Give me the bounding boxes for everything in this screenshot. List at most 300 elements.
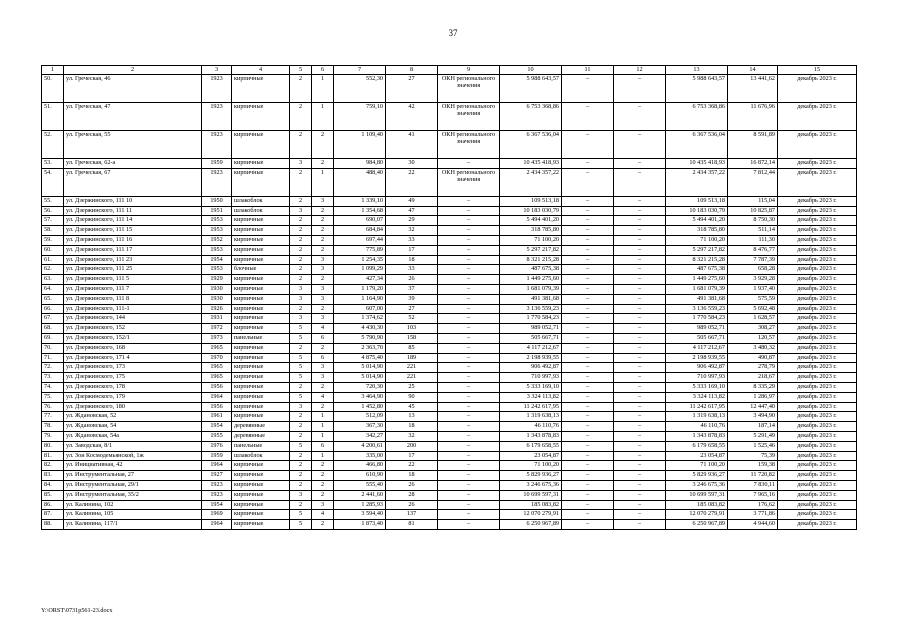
table-row [42, 324, 857, 334]
table-row [42, 422, 857, 432]
heritage-status-cell: – [438, 196, 500, 206]
floors-cell: 3 [290, 284, 312, 294]
cost-per-unit-cell: 115,04 [728, 196, 778, 206]
cost-per-unit-cell: 176,62 [728, 500, 778, 510]
area-cell: 1 164,90 [334, 294, 386, 304]
col11-cell: – [562, 265, 614, 275]
cost-cell: 10 435 418,93 [500, 159, 562, 169]
material-cell: кирпичные [232, 363, 290, 373]
cost-per-unit-cell: 11 720,82 [728, 471, 778, 481]
residents-cell: 52 [386, 314, 438, 324]
col12-cell: – [614, 451, 666, 461]
entrances-cell: 2 [312, 235, 334, 245]
deadline-cell: декабрь 2023 г. [778, 382, 857, 392]
cost-per-unit-cell: 278,79 [728, 363, 778, 373]
heritage-status-cell: – [438, 431, 500, 441]
row-number: 88. [42, 520, 64, 530]
table-row [42, 480, 857, 490]
cost-per-unit-cell: 308,27 [728, 324, 778, 334]
material-cell: кирпичные [232, 131, 290, 159]
floors-cell: 2 [290, 265, 312, 275]
cost-per-unit-cell: 3 480,32 [728, 343, 778, 353]
year-cell: 1954 [202, 255, 232, 265]
entrances-cell: 2 [312, 216, 334, 226]
row-number: 87. [42, 510, 64, 520]
cost-cell: 1 681 079,39 [500, 284, 562, 294]
heritage-status-cell: – [438, 235, 500, 245]
floors-cell: 3 [290, 294, 312, 304]
area-cell: 512,09 [334, 412, 386, 422]
address-cell: ул. Инструментальная, 35/2 [64, 490, 202, 500]
material-cell: кирпичные [232, 245, 290, 255]
file-path-footer: Y:\ORST\0731p561-23.docx [41, 607, 113, 614]
entrances-cell: 4 [312, 510, 334, 520]
floors-cell: 2 [290, 451, 312, 461]
cost-cell: 318 785,80 [500, 226, 562, 236]
year-cell: 1923 [202, 480, 232, 490]
floors-cell: 2 [290, 431, 312, 441]
deadline-cell: декабрь 2023 г. [778, 480, 857, 490]
column-number: 8 [386, 66, 438, 75]
address-cell: ул. Калинина, 105 [64, 510, 202, 520]
table-row [42, 382, 857, 392]
floors-cell: 5 [290, 353, 312, 363]
table-row [42, 451, 857, 461]
heritage-status-cell: – [438, 363, 500, 373]
residents-cell: 17 [386, 245, 438, 255]
material-cell: кирпичные [232, 103, 290, 131]
row-number: 75. [42, 392, 64, 402]
col12-cell: – [614, 75, 666, 103]
table-row [42, 103, 857, 131]
material-cell: кирпичные [232, 294, 290, 304]
cost-per-unit-cell: 16 872,14 [728, 159, 778, 169]
entrances-cell: 1 [312, 431, 334, 441]
cost-per-unit-cell: 5 291,49 [728, 431, 778, 441]
deadline-cell: декабрь 2023 г. [778, 431, 857, 441]
area-cell: 342,27 [334, 431, 386, 441]
year-cell: 1923 [202, 75, 232, 103]
cost-per-unit-cell: 490,87 [728, 353, 778, 363]
col11-cell: – [562, 520, 614, 530]
col11-cell: – [562, 471, 614, 481]
heritage-status-cell: – [438, 441, 500, 451]
residents-cell: 85 [386, 343, 438, 353]
col11-cell: – [562, 422, 614, 432]
entrances-cell: 2 [312, 343, 334, 353]
area-cell: 1 099,29 [334, 265, 386, 275]
heritage-status-cell: – [438, 275, 500, 285]
table-row [42, 343, 857, 353]
table-row [42, 284, 857, 294]
area-cell: 610,90 [334, 471, 386, 481]
heritage-status-cell: – [438, 324, 500, 334]
material-cell: кирпичные [232, 461, 290, 471]
floors-cell: 2 [290, 471, 312, 481]
total-cost-cell: 906 492,87 [666, 363, 728, 373]
cost-per-unit-cell: 1 937,40 [728, 284, 778, 294]
entrances-cell: 3 [312, 255, 334, 265]
col11-cell: – [562, 333, 614, 343]
residents-cell: 26 [386, 500, 438, 510]
heritage-status-cell: – [438, 520, 500, 530]
deadline-cell: декабрь 2023 г. [778, 75, 857, 103]
residents-cell: 189 [386, 353, 438, 363]
address-cell: ул. Дзержинского, 111 25 [64, 265, 202, 275]
table-row [42, 304, 857, 314]
heritage-status-cell: – [438, 422, 500, 432]
material-cell: кирпичные [232, 392, 290, 402]
deadline-cell: декабрь 2023 г. [778, 392, 857, 402]
floors-cell: 2 [290, 275, 312, 285]
area-cell: 367,30 [334, 422, 386, 432]
floors-cell: 3 [290, 314, 312, 324]
col12-cell: – [614, 382, 666, 392]
address-cell: ул. Зои Космодемьянской, 1ж [64, 451, 202, 461]
table-row [42, 75, 857, 103]
year-cell: 1959 [202, 451, 232, 461]
material-cell: кирпичные [232, 255, 290, 265]
cost-cell: 989 052,71 [500, 324, 562, 334]
year-cell: 1951 [202, 206, 232, 216]
cost-cell: 505 667,71 [500, 333, 562, 343]
heritage-status-cell: ОКН регионального значения [438, 103, 500, 131]
cost-per-unit-cell: 8 591,89 [728, 131, 778, 159]
cost-per-unit-cell: 3 494,90 [728, 412, 778, 422]
row-number: 51. [42, 103, 64, 131]
floors-cell: 3 [290, 206, 312, 216]
col12-cell: – [614, 441, 666, 451]
table-row [42, 314, 857, 324]
address-cell: ул. Инструментальная, 27 [64, 471, 202, 481]
col11-cell: – [562, 343, 614, 353]
floors-cell: 2 [290, 304, 312, 314]
cost-cell: 109 513,18 [500, 196, 562, 206]
col12-cell: – [614, 226, 666, 236]
cost-cell: 12 070 279,91 [500, 510, 562, 520]
cost-per-unit-cell: 511,14 [728, 226, 778, 236]
row-number: 68. [42, 324, 64, 334]
cost-cell: 3 136 559,23 [500, 304, 562, 314]
floors-cell: 2 [290, 226, 312, 236]
entrances-cell: 1 [312, 103, 334, 131]
entrances-cell: 4 [312, 324, 334, 334]
residents-cell: 26 [386, 480, 438, 490]
floors-cell: 2 [290, 75, 312, 103]
heritage-status-cell: – [438, 226, 500, 236]
address-cell: ул. Дзержинского, 179 [64, 392, 202, 402]
deadline-cell: декабрь 2023 г. [778, 471, 857, 481]
year-cell: 1970 [202, 353, 232, 363]
floors-cell: 5 [290, 441, 312, 451]
row-number: 81. [42, 451, 64, 461]
heritage-status-cell: – [438, 500, 500, 510]
cost-per-unit-cell: 8 750,30 [728, 216, 778, 226]
col11-cell: – [562, 304, 614, 314]
column-number: 5 [290, 66, 312, 75]
total-cost-cell: 3 324 113,82 [666, 392, 728, 402]
total-cost-cell: 318 785,80 [666, 226, 728, 236]
cost-cell: 1 319 638,13 [500, 412, 562, 422]
cost-cell: 491 381,68 [500, 294, 562, 304]
floors-cell: 2 [290, 412, 312, 422]
entrances-cell: 2 [312, 402, 334, 412]
floors-cell: 2 [290, 422, 312, 432]
residents-cell: 26 [386, 275, 438, 285]
total-cost-cell: 1 449 275,60 [666, 275, 728, 285]
material-cell: кирпичные [232, 168, 290, 196]
col11-cell: – [562, 255, 614, 265]
address-cell: ул. Дзержинского, 111 16 [64, 235, 202, 245]
area-cell: 1 285,93 [334, 500, 386, 510]
cost-cell: 10 183 030,79 [500, 206, 562, 216]
heritage-status-cell: – [438, 402, 500, 412]
material-cell: кирпичные [232, 353, 290, 363]
cost-cell: 5 494 401,20 [500, 216, 562, 226]
area-cell: 4 430,30 [334, 324, 386, 334]
entrances-cell: 2 [312, 159, 334, 169]
entrances-cell: 1 [312, 422, 334, 432]
total-cost-cell: 6 753 368,86 [666, 103, 728, 131]
cost-per-unit-cell: 658,28 [728, 265, 778, 275]
year-cell: 1952 [202, 235, 232, 245]
year-cell: 1969 [202, 510, 232, 520]
floors-cell: 2 [290, 255, 312, 265]
row-number: 69. [42, 333, 64, 343]
address-cell: ул. Дзержинского, 144 [64, 314, 202, 324]
entrances-cell: 1 [312, 412, 334, 422]
col11-cell: – [562, 490, 614, 500]
deadline-cell: декабрь 2023 г. [778, 314, 857, 324]
material-cell: кирпичные [232, 216, 290, 226]
floors-cell: 3 [290, 402, 312, 412]
floors-cell: 2 [290, 103, 312, 131]
cost-per-unit-cell: 3 771,86 [728, 510, 778, 520]
area-cell: 1 452,80 [334, 402, 386, 412]
col12-cell: – [614, 373, 666, 383]
residents-cell: 32 [386, 226, 438, 236]
year-cell: 1953 [202, 216, 232, 226]
cost-per-unit-cell: 218,67 [728, 373, 778, 383]
material-cell: кирпичные [232, 324, 290, 334]
deadline-cell: декабрь 2023 г. [778, 510, 857, 520]
cost-per-unit-cell: 111,30 [728, 235, 778, 245]
total-cost-cell: 71 100,20 [666, 235, 728, 245]
area-cell: 335,00 [334, 451, 386, 461]
col11-cell: – [562, 451, 614, 461]
total-cost-cell: 3 136 559,23 [666, 304, 728, 314]
buildings-table [41, 65, 857, 530]
total-cost-cell: 6 179 658,55 [666, 441, 728, 451]
address-cell: ул. Дзержинского, 152 [64, 324, 202, 334]
deadline-cell: декабрь 2023 г. [778, 216, 857, 226]
col12-cell: – [614, 343, 666, 353]
total-cost-cell: 4 117 212,67 [666, 343, 728, 353]
row-number: 53. [42, 159, 64, 169]
cost-cell: 5 829 936,27 [500, 471, 562, 481]
table-row [42, 226, 857, 236]
entrances-cell: 2 [312, 382, 334, 392]
entrances-cell: 6 [312, 353, 334, 363]
col12-cell: – [614, 168, 666, 196]
year-cell: 1965 [202, 343, 232, 353]
area-cell: 1 109,40 [334, 131, 386, 159]
cost-cell: 906 492,87 [500, 363, 562, 373]
floors-cell: 2 [290, 480, 312, 490]
residents-cell: 32 [386, 431, 438, 441]
cost-cell: 71 100,20 [500, 235, 562, 245]
heritage-status-cell: – [438, 294, 500, 304]
cost-per-unit-cell: 120,57 [728, 333, 778, 343]
row-number: 82. [42, 461, 64, 471]
area-cell: 1 339,10 [334, 196, 386, 206]
deadline-cell: декабрь 2023 г. [778, 441, 857, 451]
cost-per-unit-cell: 8 476,77 [728, 245, 778, 255]
residents-cell: 27 [386, 304, 438, 314]
residents-cell: 22 [386, 461, 438, 471]
total-cost-cell: 23 054,87 [666, 451, 728, 461]
address-cell: ул. Дзержинского, 111-1 [64, 304, 202, 314]
area-cell: 1 179,20 [334, 284, 386, 294]
column-number: 2 [64, 66, 202, 75]
cost-per-unit-cell: 75,39 [728, 451, 778, 461]
address-cell: ул. Ждановская, 54 [64, 422, 202, 432]
deadline-cell: декабрь 2023 г. [778, 353, 857, 363]
col11-cell: – [562, 103, 614, 131]
row-number: 72. [42, 363, 64, 373]
col12-cell: – [614, 265, 666, 275]
address-cell: ул. Дзержинского, 111 14 [64, 216, 202, 226]
table-row [42, 168, 857, 196]
address-cell: ул. Инструментальная, 29/1 [64, 480, 202, 490]
col12-cell: – [614, 392, 666, 402]
cost-per-unit-cell: 8 335,29 [728, 382, 778, 392]
residents-cell: 30 [386, 159, 438, 169]
row-number: 57. [42, 216, 64, 226]
col11-cell: – [562, 431, 614, 441]
table-row [42, 294, 857, 304]
entrances-cell: 3 [312, 284, 334, 294]
residents-cell: 200 [386, 441, 438, 451]
heritage-status-cell: – [438, 159, 500, 169]
residents-cell: 158 [386, 333, 438, 343]
col11-cell: – [562, 206, 614, 216]
cost-cell: 1 343 878,83 [500, 431, 562, 441]
year-cell: 1964 [202, 461, 232, 471]
cost-cell: 3 324 113,82 [500, 392, 562, 402]
col12-cell: – [614, 480, 666, 490]
cost-per-unit-cell: 10 825,87 [728, 206, 778, 216]
row-number: 77. [42, 412, 64, 422]
total-cost-cell: 505 667,71 [666, 333, 728, 343]
row-number: 76. [42, 402, 64, 412]
deadline-cell: декабрь 2023 г. [778, 490, 857, 500]
area-cell: 690,07 [334, 216, 386, 226]
col12-cell: – [614, 255, 666, 265]
year-cell: 1964 [202, 520, 232, 530]
year-cell: 1931 [202, 314, 232, 324]
column-number: 10 [500, 66, 562, 75]
col12-cell: – [614, 520, 666, 530]
total-cost-cell: 6 367 536,04 [666, 131, 728, 159]
floors-cell: 5 [290, 333, 312, 343]
residents-cell: 90 [386, 392, 438, 402]
floors-cell: 5 [290, 520, 312, 530]
col11-cell: – [562, 510, 614, 520]
cost-cell: 10 699 597,31 [500, 490, 562, 500]
floors-cell: 2 [290, 343, 312, 353]
year-cell: 1956 [202, 382, 232, 392]
address-cell: ул. Дзержинского, 111 7 [64, 284, 202, 294]
column-number: 13 [666, 66, 728, 75]
residents-cell: 18 [386, 422, 438, 432]
deadline-cell: декабрь 2023 г. [778, 275, 857, 285]
table-row [42, 275, 857, 285]
table-row [42, 206, 857, 216]
material-cell: кирпичные [232, 471, 290, 481]
deadline-cell: декабрь 2023 г. [778, 363, 857, 373]
material-cell: кирпичные [232, 520, 290, 530]
table-row [42, 490, 857, 500]
row-number: 67. [42, 314, 64, 324]
floors-cell: 5 [290, 373, 312, 383]
address-cell: ул. Ждановская, 52 [64, 412, 202, 422]
area-cell: 466,80 [334, 461, 386, 471]
residents-cell: 81 [386, 520, 438, 530]
address-cell: ул. Дзержинского, 111 11 [64, 206, 202, 216]
address-cell: ул. Греческая, 46 [64, 75, 202, 103]
total-cost-cell: 12 070 279,91 [666, 510, 728, 520]
cost-cell: 6 250 967,89 [500, 520, 562, 530]
deadline-cell: декабрь 2023 г. [778, 196, 857, 206]
column-number: 3 [202, 66, 232, 75]
cost-cell: 710 997,93 [500, 373, 562, 383]
column-number: 1 [42, 66, 64, 75]
heritage-status-cell: – [438, 255, 500, 265]
entrances-cell: 1 [312, 168, 334, 196]
heritage-status-cell: – [438, 490, 500, 500]
year-cell: 1927 [202, 471, 232, 481]
col12-cell: – [614, 490, 666, 500]
col12-cell: – [614, 206, 666, 216]
col12-cell: – [614, 412, 666, 422]
total-cost-cell: 3 246 675,36 [666, 480, 728, 490]
column-number: 6 [312, 66, 334, 75]
total-cost-cell: 1 319 638,13 [666, 412, 728, 422]
col12-cell: – [614, 159, 666, 169]
col11-cell: – [562, 353, 614, 363]
address-cell: ул. Дзержинского, 111 15 [64, 226, 202, 236]
column-number: 11 [562, 66, 614, 75]
address-cell: ул. Калинина, 117/1 [64, 520, 202, 530]
heritage-status-cell: – [438, 510, 500, 520]
col12-cell: – [614, 235, 666, 245]
floors-cell: 5 [290, 363, 312, 373]
material-cell: кирпичные [232, 412, 290, 422]
deadline-cell: декабрь 2023 г. [778, 284, 857, 294]
heritage-status-cell: – [438, 392, 500, 402]
area-cell: 427,34 [334, 275, 386, 285]
heritage-status-cell: – [438, 471, 500, 481]
table-row [42, 392, 857, 402]
deadline-cell: декабрь 2023 г. [778, 168, 857, 196]
material-cell: кирпичные [232, 159, 290, 169]
floors-cell: 5 [290, 392, 312, 402]
col11-cell: – [562, 392, 614, 402]
entrances-cell: 3 [312, 500, 334, 510]
heritage-status-cell: – [438, 314, 500, 324]
residents-cell: 49 [386, 196, 438, 206]
